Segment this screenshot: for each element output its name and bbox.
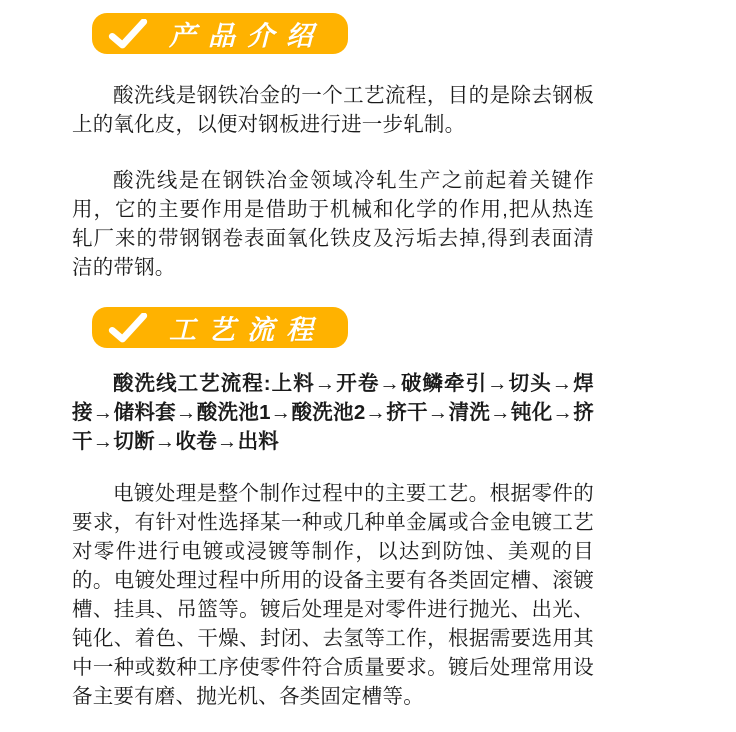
paragraph-pickling-purpose: 酸洗线是钢铁冶金的一个工艺流程，目的是除去钢板上的氧化皮，以便对钢板进行进一步轧制。 (72, 84, 594, 136)
section-banner-product-intro (92, 13, 348, 54)
check-icon (107, 18, 149, 50)
check-icon (107, 312, 149, 344)
paragraph-process-flow-steps: 酸洗线工艺流程:上料→开卷→破鳞牵引→切头→焊接→储料套→酸洗池1→酸洗池2→挤干→清洗→钝化→挤干→切断→收卷→出料 (72, 372, 594, 453)
section-banner-process-flow (92, 307, 348, 348)
paragraph-electroplating-process: 电镀处理是整个制作过程中的主要工艺。根据零件的要求，有针对性选择某一种或几种单金属或合金电镀工艺对零件进行电镀或浸镀等制作，以达到防蚀、美观的目的。电镀处理过程中所用的设备主要有各类固定槽、滚镀槽、挂具、吊篮等。镀后处理是对零件进行抛光、出光、钝化、着色、干燥、封闭、去氢等工作，根据需要选用其中一种或数种工序使零件符合质量要求。镀后处理常用设备主要有磨、抛光机、各类固定槽等。 (72, 482, 594, 708)
paragraph-pickling-role: 酸洗线是在钢铁冶金领域冷轧生产之前起着关键作用，它的主要作用是借助于机械和化学的作用,把从热连轧厂来的带钢钢卷表面氧化铁皮及污垢去掉,得到表面清洁的带钢。 (72, 169, 594, 279)
banner-title-product-intro: 产品介绍 (169, 21, 325, 51)
banner-title-process-flow: 工艺流程 (169, 315, 325, 345)
